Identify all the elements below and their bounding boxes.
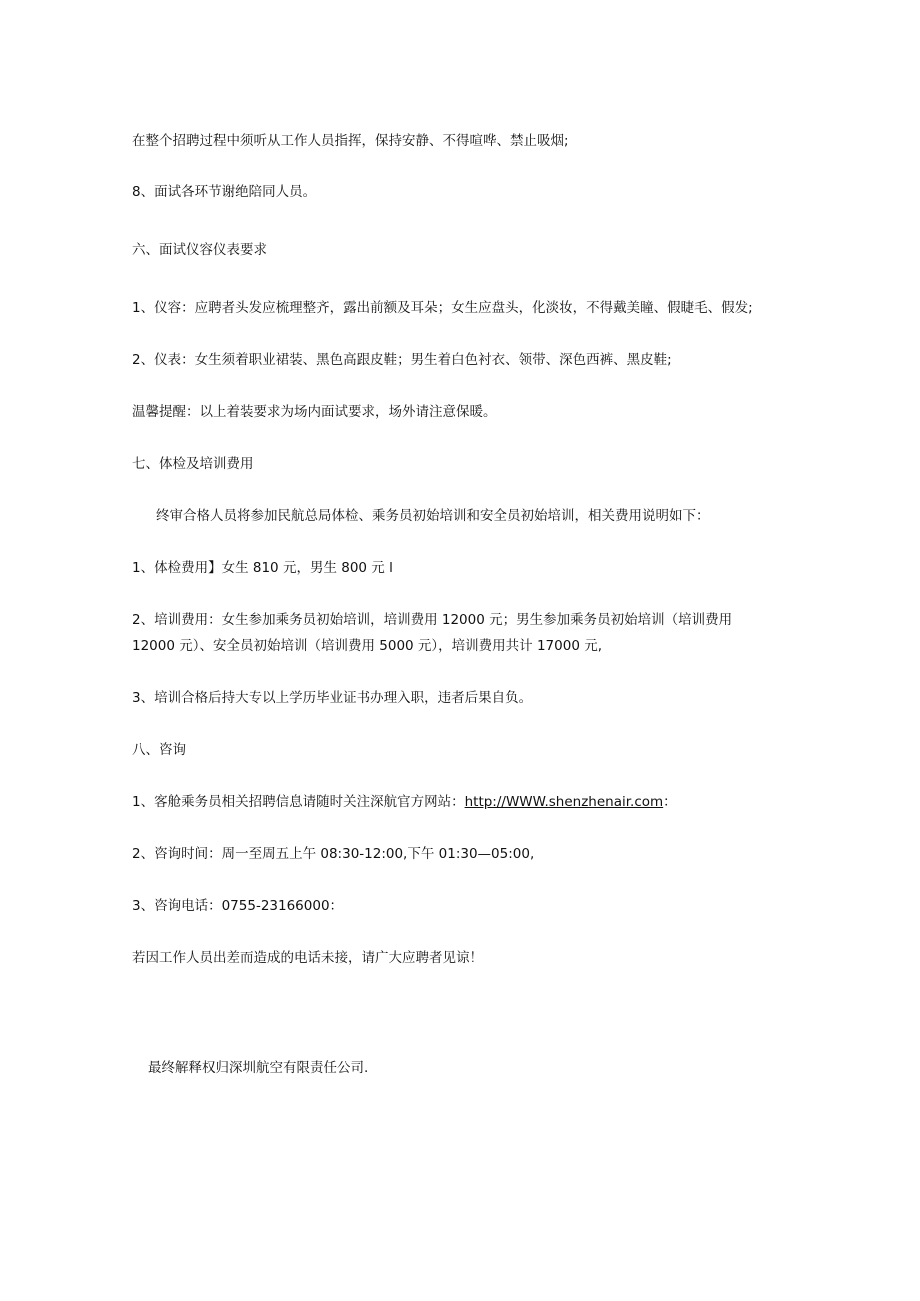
fee-item-medical: 1、体检费用】女生 810 元，男生 800 元 l: [132, 560, 393, 576]
fee-item-training-line1: 2、培训费用：女生参加乘务员初始培训，培训费用 12000 元；男生参加乘务员初始培训（培训费用: [132, 612, 733, 628]
inquiry-item-website: [132, 792, 677, 812]
inquiry-item-hours: 2、咨询时间：周一至周五上午 08:30-12:00,下午 01:30—05:00,: [132, 846, 535, 862]
appearance-item-dress: 2、仪表：女生须着职业裙装、黑色高跟皮鞋；男生着白色衬衣、领带、深色西裤、黑皮鞋;: [132, 352, 672, 368]
section-heading-inquiry: 八、咨询: [132, 742, 186, 758]
fees-intro: 终审合格人员将参加民航总局体检、乘务员初始培训和安全员初始培训，相关费用说明如下：: [156, 508, 710, 524]
appearance-item-grooming: 1、仪容：应聘者头发应梳理整齐，露出前额及耳朵；女生应盘头，化淡妆，不得戴美瞳、假睫毛、假发;: [132, 300, 753, 316]
reminder-note: 温馨提醒：以上着装要求为场内面试要求，场外请注意保暖。: [132, 404, 497, 420]
apology-note: 若因工作人员出差而造成的电话未接，请广大应聘者见谅！: [132, 950, 483, 966]
inquiry-item-phone: 3、咨询电话：0755-23166000：: [132, 898, 344, 914]
inquiry-website-label: 1、客舱乘务员相关招聘信息请随时关注深航官方网站：: [132, 794, 465, 810]
final-interpretation-note: 最终解释权归深圳航空有限责任公司.: [148, 1060, 369, 1076]
fee-item-training-line2: 12000 元）、安全员初始培训（培训费用 5000 元），培训费用共计 17000 元,: [132, 638, 602, 654]
section-heading-appearance: 六、面试仪容仪表要求: [132, 242, 267, 258]
rule-line-no-companions: 8、面试各环节谢绝陪同人员。: [132, 184, 317, 200]
website-link[interactable]: http://WWW.shenzhenair.com: [464, 794, 664, 810]
rule-line-quiet: 在整个招聘过程中须听从工作人员指挥，保持安静、不得喧哗、禁止吸烟;: [132, 133, 569, 149]
fee-item-onboarding: 3、培训合格后持大专以上学历毕业证书办理入职，违者后果自负。: [132, 690, 533, 706]
inquiry-website-suffix: ：: [663, 794, 677, 810]
section-heading-fees: 七、体检及培训费用: [132, 456, 254, 472]
